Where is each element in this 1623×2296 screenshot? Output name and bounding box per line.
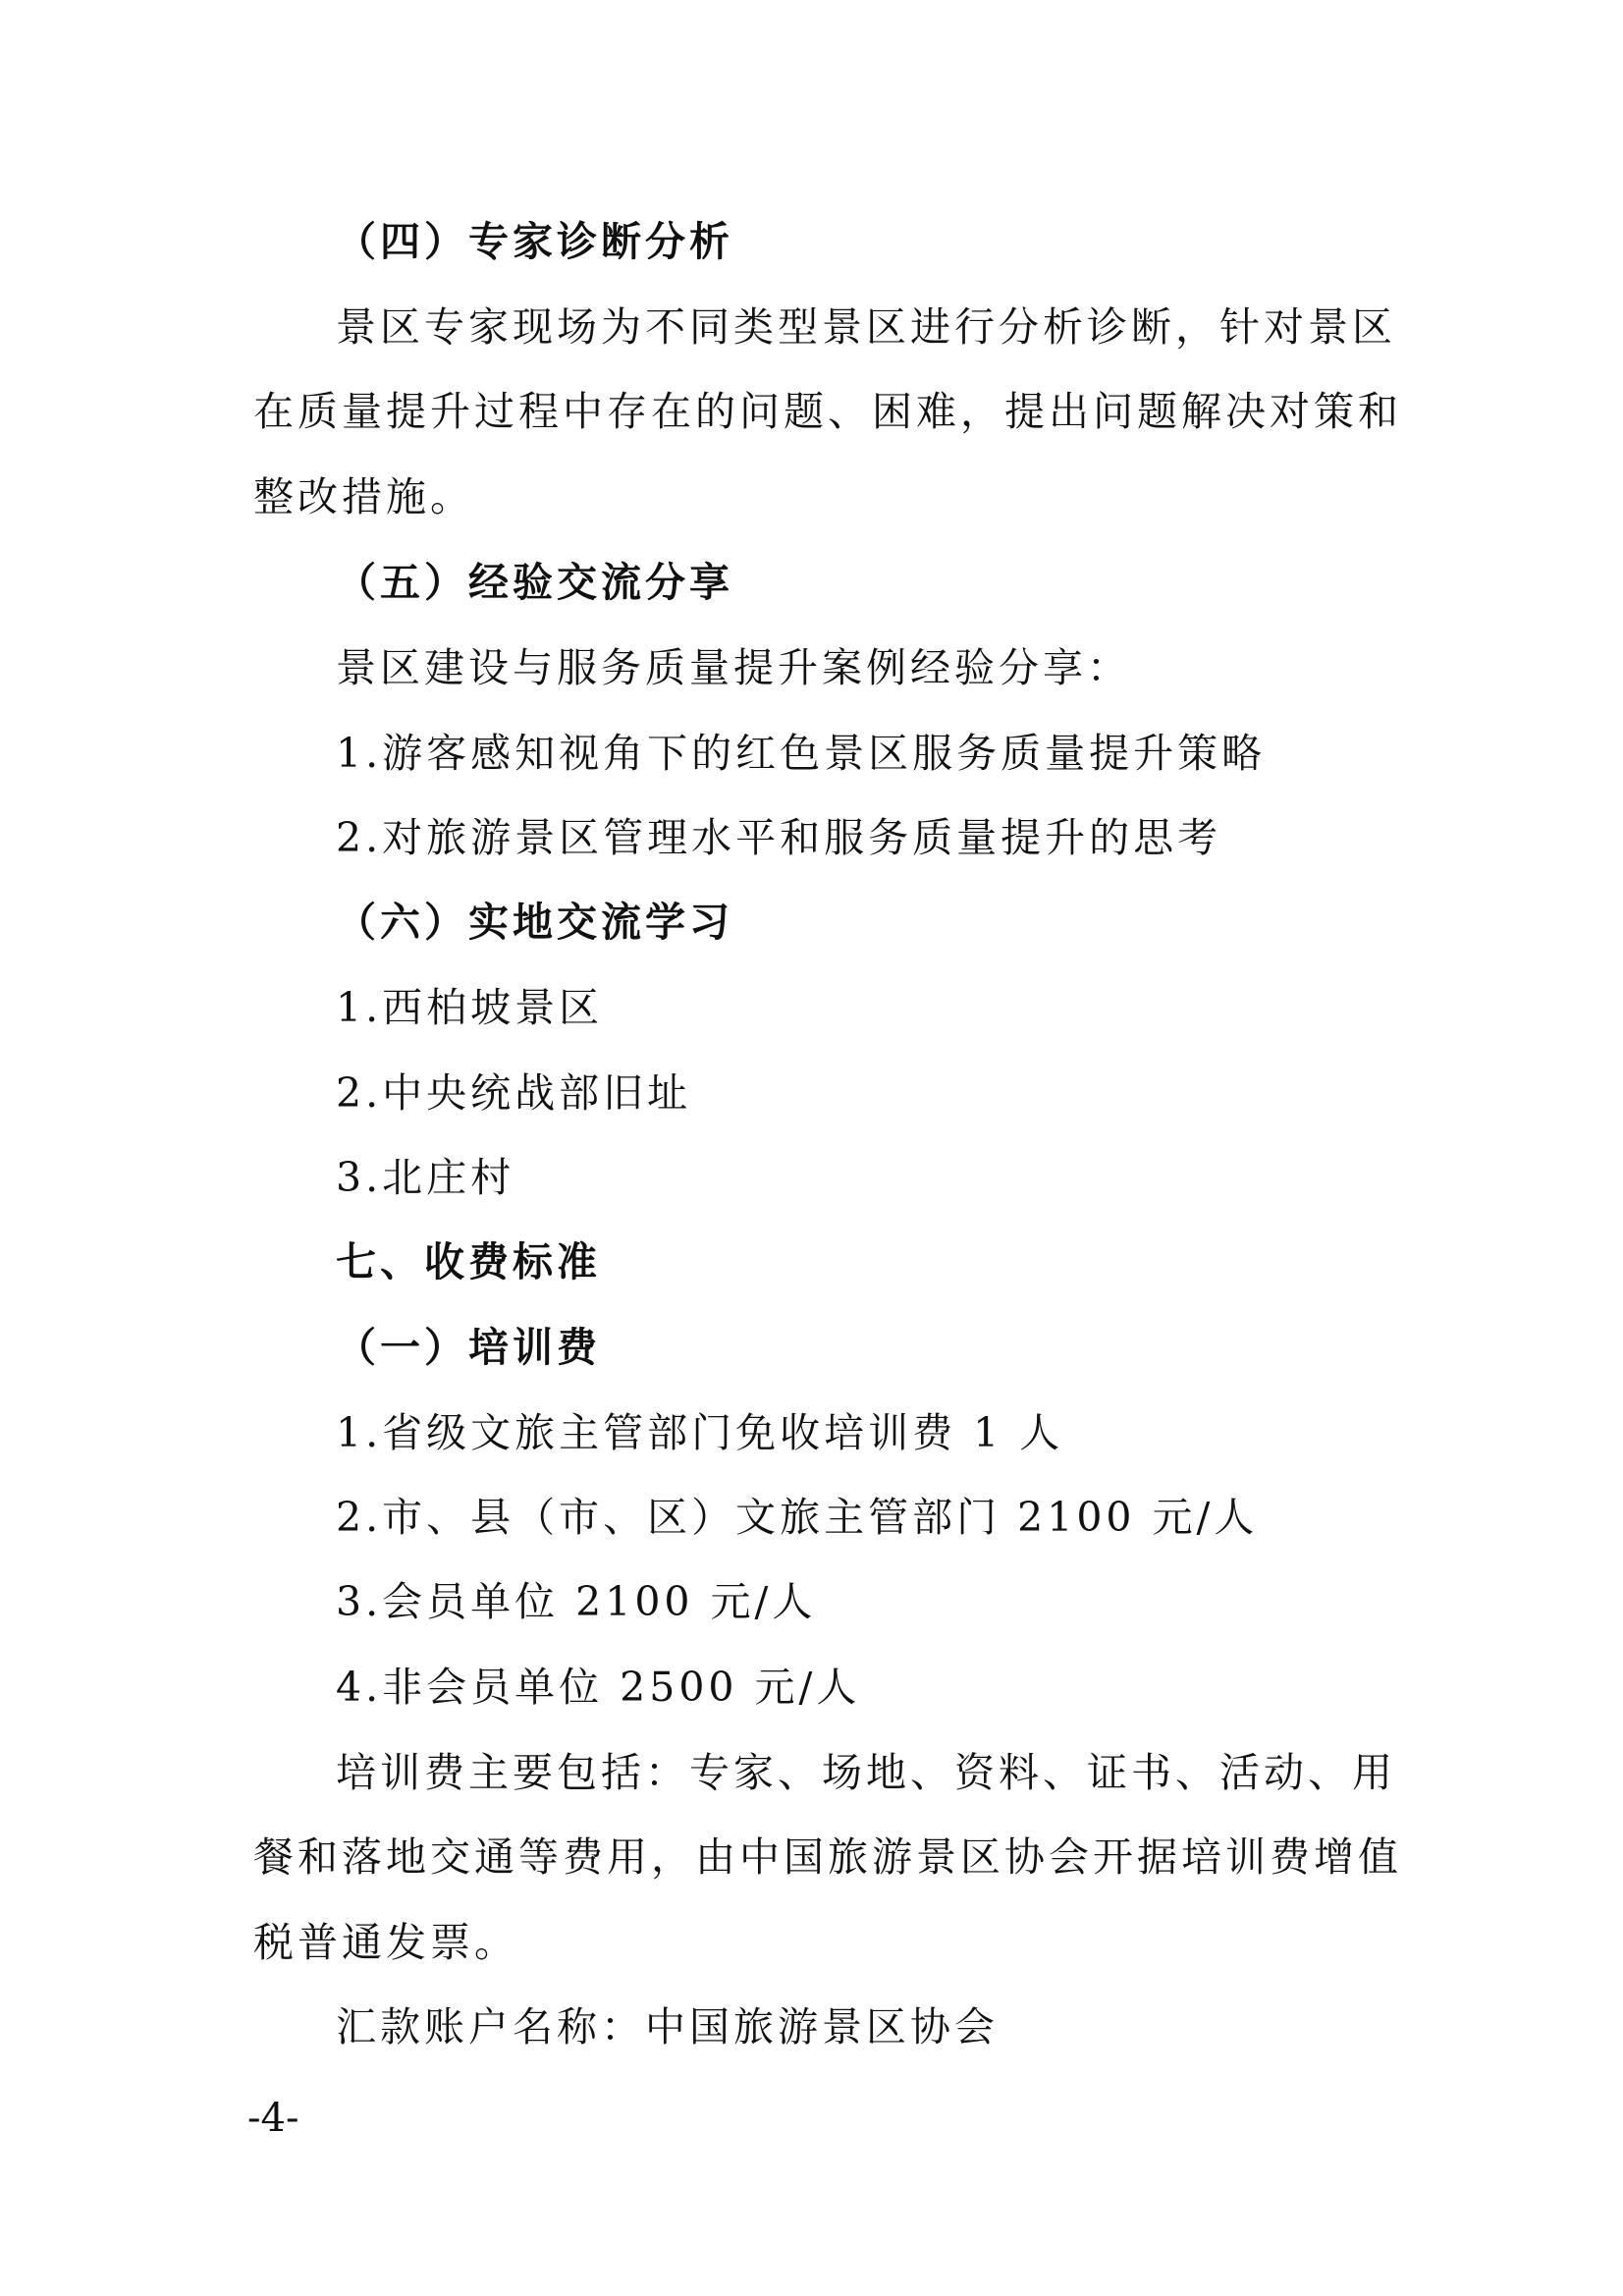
fee-item-1: 1.省级文旅主管部门免收培训费 1 人 xyxy=(336,1409,1064,1456)
section-4-heading: （四）专家诊断分析 xyxy=(336,218,733,265)
section-5-item-1: 1.游客感知视角下的红色景区服务质量提升策略 xyxy=(336,730,1267,777)
fee-note-line-2: 餐和落地交通等费用，由中国旅游景区协会开据培训费增值 xyxy=(253,1833,1402,1881)
section-6-item-3: 3.北庄村 xyxy=(336,1154,515,1201)
section-4-para-line-1: 景区专家现场为不同类型景区进行分析诊断，针对景区 xyxy=(336,303,1396,351)
section-5-item-2: 2.对旅游景区管理水平和服务质量提升的思考 xyxy=(336,814,1222,861)
fee-note-line-3: 税普通发票。 xyxy=(253,1919,518,1966)
section-4-para-line-3: 整改措施。 xyxy=(253,473,474,520)
section-5-heading: （五）经验交流分享 xyxy=(336,559,733,606)
section-5-intro: 景区建设与服务质量提升案例经验分享： xyxy=(336,644,1131,691)
section-4-para-line-2: 在质量提升过程中存在的问题、困难，提出问题解决对策和 xyxy=(253,388,1402,435)
account-name-line: 汇款账户名称：中国旅游景区协会 xyxy=(336,2003,999,2050)
fee-subheading: （一）培训费 xyxy=(336,1324,601,1371)
fee-item-2: 2.市、县（市、区）文旅主管部门 2100 元/人 xyxy=(336,1494,1259,1541)
fee-item-4: 4.非会员单位 2500 元/人 xyxy=(336,1664,861,1711)
fee-item-3: 3.会员单位 2100 元/人 xyxy=(336,1578,817,1625)
section-6-item-2: 2.中央统战部旧址 xyxy=(336,1069,692,1117)
part-7-heading: 七、收费标准 xyxy=(336,1238,601,1285)
section-6-heading: （六）实地交流学习 xyxy=(336,899,733,946)
fee-note-line-1: 培训费主要包括：专家、场地、资料、证书、活动、用 xyxy=(336,1749,1396,1796)
page-number: -4- xyxy=(247,2096,299,2141)
section-6-item-1: 1.西柏坡景区 xyxy=(336,984,604,1031)
